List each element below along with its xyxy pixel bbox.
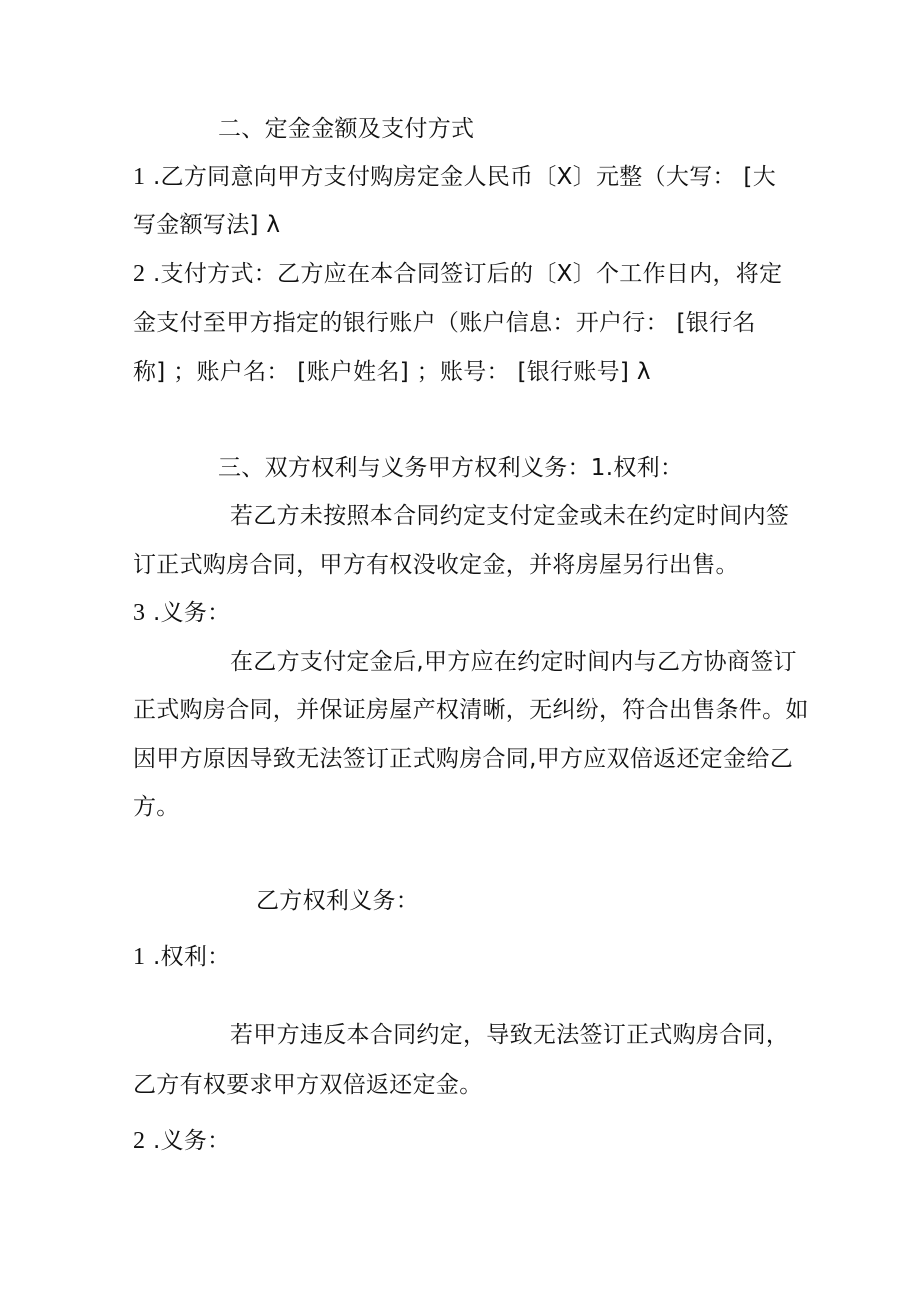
- party-a-duty-para-line-2: 正式购房合同，并保证房屋产权清晰，无纠纷，符合出售条件。如: [133, 697, 809, 723]
- clause-2-2-line-1: [133, 259, 782, 289]
- party-a-duty-para-line-1: 在乙方支付定金后,甲方应在约定时间内与乙方协商签订: [230, 649, 797, 675]
- party-b-heading: 乙方权利义务：: [256, 888, 420, 914]
- clause-number: 2: [133, 1128, 146, 1154]
- party-a-right-para-line-2: 订正式购房合同，甲方有权没收定金，并将房屋另行出售。: [133, 552, 739, 578]
- clause-2-2-line-3: 称] ；账户名： [账户姓名] ；账号： [银行账号] λ: [133, 359, 651, 385]
- clause-2-1-line-1: [133, 162, 776, 192]
- party-b-duty-label: [133, 1126, 230, 1156]
- clause-2-2-line-2: 金支付至甲方指定的银行账户（账户信息：开户行： [银行名: [133, 310, 756, 336]
- party-a-duty-label: [133, 598, 230, 628]
- section-2-heading: 二、定金金额及支付方式: [218, 116, 475, 142]
- clause-number: 2: [133, 261, 146, 287]
- clause-2-1-line-2: 写金额写法] λ: [133, 212, 281, 238]
- clause-number: 3: [133, 600, 146, 626]
- party-a-duty-para-line-3: 因甲方原因导致无法签订正式购房合同,甲方应双倍返还定金给乙: [133, 746, 794, 772]
- clause-text: .乙方同意向甲方支付购房定金人民币〔X〕元整（大写： [大: [152, 164, 776, 190]
- clause-text: .义务：: [152, 600, 231, 626]
- party-a-right-para-line-1: 若乙方未按照本合同约定支付定金或未在约定时间内签: [230, 503, 790, 529]
- clause-text: .义务：: [152, 1128, 231, 1154]
- party-b-right-para-line-1: 若甲方违反本合同约定，导致无法签订正式购房合同，: [230, 1022, 790, 1048]
- clause-number: 1: [133, 164, 146, 190]
- clause-text: .支付方式：乙方应在本合同签订后的〔X〕个工作日内，将定: [152, 261, 783, 287]
- party-b-right-label: [133, 942, 230, 972]
- section-3-heading: 三、双方权利与义务甲方权利义务：1.权利：: [218, 455, 684, 481]
- clause-number: 1: [133, 944, 146, 970]
- party-b-right-para-line-2: 乙方有权要求甲方双倍返还定金。: [133, 1072, 483, 1098]
- clause-text: .权利：: [152, 944, 231, 970]
- party-a-duty-para-line-4: 方。: [133, 794, 180, 820]
